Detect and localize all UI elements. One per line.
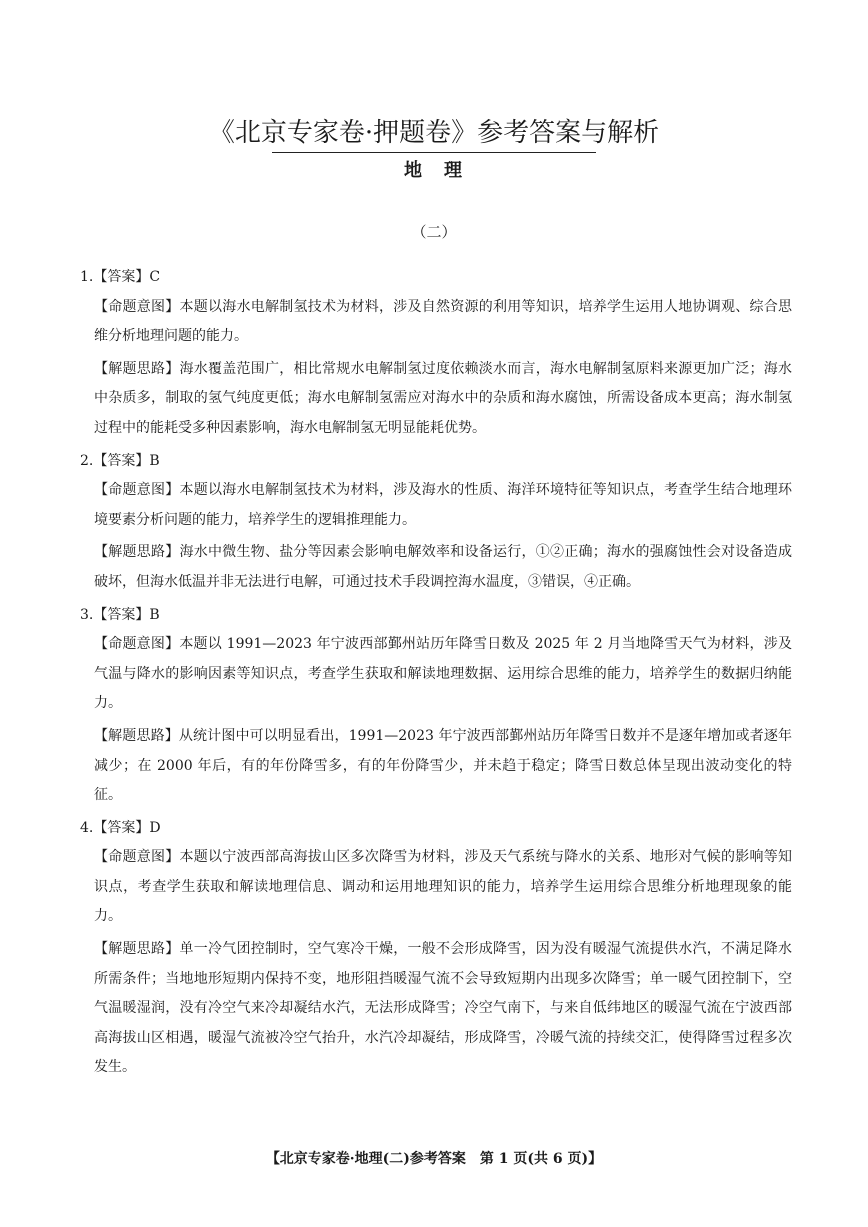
answer-line: 2.【答案】B	[80, 452, 160, 469]
analysis-paragraph: 【解题思路】单一冷气团控制时，空气寒冷干燥，一般不会形成降雪，因为没有暖湿气流提供水汽，不满足降水所需条件；当地地形短期内保持不变，地形阻挡暖湿气流不会导致短期内出现多次降雪；单一暖气团控制下，空气温暖湿润，没有冷空气来冷却凝结水汽，无法形成降雪；冷空气南下，与来自低纬地区的暖湿气流在宁波西部高海拔山区相遇，暖湿气流被冷空气抬升，水汽冷却凝结，形成降雪，冷暖气流的持续交汇，使得降雪过程多次发生。	[94, 941, 792, 1076]
answer-line: 3.【答案】B	[80, 606, 160, 623]
intent-paragraph: 【命题意图】本题以海水电解制氢技术为材料，涉及自然资源的利用等知识，培养学生运用人地协调观、综合思维分析地理问题的能力。	[94, 298, 792, 345]
intent-paragraph: 【命题意图】本题以海水电解制氢技术为材料，涉及海水的性质、海洋环境特征等知识点，考查学生结合地理环境要素分析问题的能力，培养学生的逻辑推理能力。	[94, 482, 792, 528]
analysis-paragraph: 【解题思路】从统计图中可以明显看出，1991—2023 年宁波西部鄞州站历年降雪日数并不是逐年增加或者逐年减少；在 2000 年后，有的年份降雪多，有的年份降雪少，并未趋于稳定；降雪日数总体呈现出波动变化的特征。	[94, 727, 792, 804]
intent-paragraph: 【命题意图】本题以 1991—2023 年宁波西部鄞州站历年降雪日数及 2025 年 2 月当地降雪天气为材料，涉及气温与降水的影响因素等知识点，考查学生获取和解读地理数据、运用综合思维的能力，培养学生的数据归纳能力。	[94, 636, 792, 712]
part-number: （二）	[411, 223, 457, 241]
analysis-paragraph: 【解题思路】海水中微生物、盐分等因素会影响电解效率和设备运行，①②正确；海水的强腐蚀性会对设备造成破坏，但海水低温并非无法进行电解，可通过技术手段调控海水温度，③错误，④正确。	[94, 544, 792, 590]
question-block	[80, 447, 792, 598]
answer-list	[80, 263, 792, 1086]
answer-line: 4.【答案】D	[80, 819, 161, 836]
intent-paragraph: 【命题意图】本题以宁波西部高海拔山区多次降雪为材料，涉及天气系统与降水的关系、地形对气候的影响等知识点，考查学生获取和解读地理信息、调动和运用地理知识的能力，培养学生运用综合思维分析地理现象的能力。	[94, 849, 792, 925]
title-underline	[272, 152, 596, 153]
subject-heading: 地 理	[404, 160, 464, 181]
question-block	[80, 814, 792, 1083]
page-footer: 【北京专家卷·地理(二)参考答案 第 1 页(共 6 页)】	[265, 1151, 603, 1167]
document-title: 《北京专家卷·押题卷》参考答案与解析	[208, 118, 660, 148]
question-block	[80, 601, 792, 811]
question-block	[80, 263, 792, 444]
answer-line: 1.【答案】C	[80, 269, 161, 285]
analysis-paragraph: 【解题思路】海水覆盖范围广，相比常规水电解制氢过度依赖淡水而言，海水电解制氢原料来源更加广泛；海水中杂质多，制取的氢气纯度更低；海水电解制氢需应对海水中的杂质和海水腐蚀，所需设备成本更高；海水制氢过程中的能耗受多种因素影响，海水电解制氢无明显能耗优势。	[94, 360, 792, 436]
